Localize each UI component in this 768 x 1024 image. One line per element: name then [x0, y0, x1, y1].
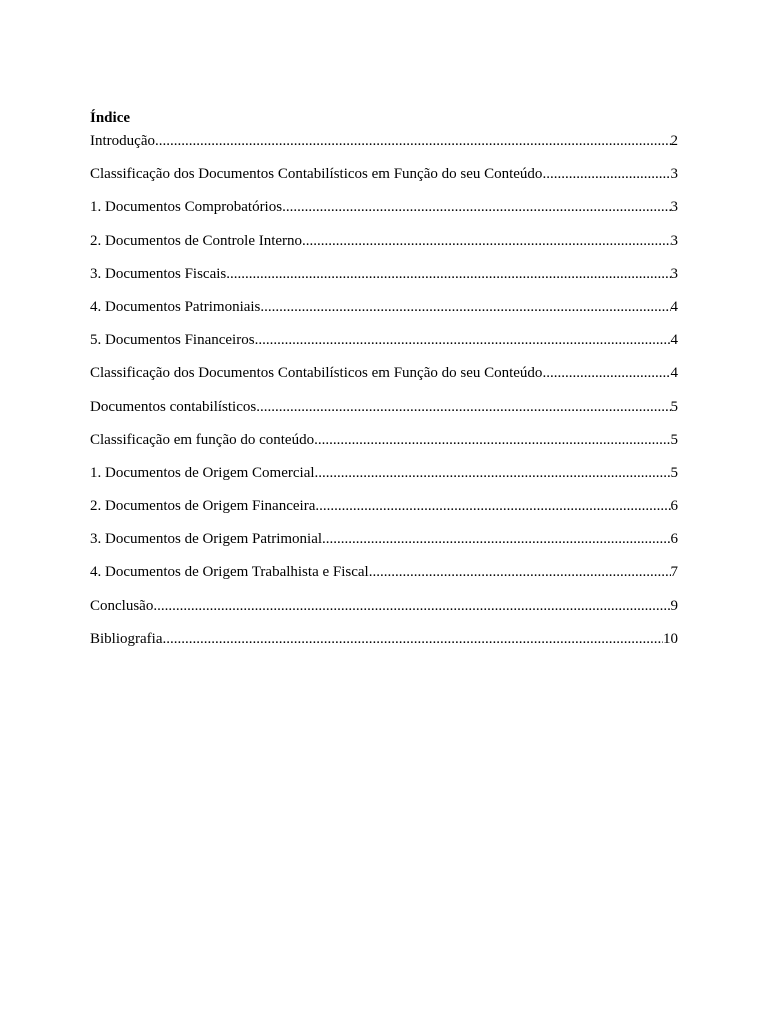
- toc-page-number: 10: [663, 630, 678, 647]
- toc-page-number: 3: [670, 232, 678, 249]
- toc-entry-label: 2. Documentos de Origem Financeira: [90, 498, 316, 515]
- toc-page-number: 6: [670, 531, 678, 548]
- toc-entry-label: Classificação dos Documentos Contabilísticos em Função do seu Conteúdo: [90, 166, 543, 183]
- toc-entry[interactable]: [90, 357, 678, 390]
- toc-dot-leader: [314, 424, 670, 457]
- toc-entry-label: Documentos contabilísticos: [90, 398, 257, 415]
- toc-dot-leader: [315, 457, 671, 490]
- toc-entry[interactable]: [90, 457, 678, 490]
- toc-dot-leader: [162, 623, 663, 656]
- toc-dot-leader: [282, 191, 670, 224]
- toc-page-number: 3: [670, 265, 678, 282]
- toc-entry-label: Introdução: [90, 133, 155, 149]
- toc-page-number: 5: [670, 464, 678, 481]
- toc-entry-label: 5. Documentos Financeiros: [90, 332, 255, 349]
- toc-entry[interactable]: [90, 391, 678, 424]
- toc-dot-leader: [155, 125, 671, 158]
- toc-entry-label: 1. Documentos de Origem Comercial: [90, 464, 315, 481]
- toc-dot-leader: [226, 258, 670, 291]
- toc-entry-label: 2. Documentos de Controle Interno: [90, 232, 303, 249]
- toc-dot-leader: [153, 590, 670, 623]
- toc-dot-leader: [260, 291, 670, 324]
- toc-entry[interactable]: [90, 623, 678, 656]
- toc-entry-label: 3. Documentos de Origem Patrimonial: [90, 531, 323, 548]
- toc-dot-leader: [302, 225, 670, 258]
- toc-dot-leader: [542, 357, 670, 390]
- toc-page-number: 2: [670, 133, 678, 149]
- toc-page-number: 4: [670, 298, 678, 315]
- toc-dot-leader: [542, 158, 670, 191]
- toc-dot-leader: [315, 490, 670, 523]
- toc-entry[interactable]: [90, 125, 678, 158]
- toc-page-number: 4: [670, 365, 678, 382]
- toc-dot-leader: [322, 523, 670, 556]
- toc-entry-label: 4. Documentos de Origem Trabalhista e Fiscal: [90, 564, 369, 581]
- toc-page-number: 4: [670, 332, 678, 349]
- toc-page-number: 3: [670, 166, 678, 183]
- toc-entry[interactable]: [90, 523, 678, 556]
- toc-entry-label: 1. Documentos Comprobatórios: [90, 199, 283, 216]
- toc-entry[interactable]: [90, 424, 678, 457]
- toc-entry[interactable]: [90, 225, 678, 258]
- toc-page-number: 6: [670, 498, 678, 515]
- toc-dot-leader: [255, 324, 671, 357]
- toc-entry-label: 3. Documentos Fiscais: [90, 265, 227, 282]
- toc-entry-label: Classificação em função do conteúdo: [90, 431, 315, 448]
- toc-entry[interactable]: [90, 258, 678, 291]
- toc-entry-label: 4. Documentos Patrimoniais: [90, 298, 261, 315]
- toc-page-number: 3: [670, 199, 678, 216]
- toc-entry[interactable]: [90, 324, 678, 357]
- toc-list: [90, 125, 678, 656]
- toc-page-number: 5: [670, 431, 678, 448]
- toc-dot-leader: [256, 391, 670, 424]
- toc-entry[interactable]: [90, 291, 678, 324]
- toc-entry-label: Conclusão: [90, 597, 154, 614]
- toc-entry[interactable]: [90, 158, 678, 191]
- toc-entry[interactable]: [90, 490, 678, 523]
- toc-entry[interactable]: [90, 191, 678, 224]
- toc-page-number: 5: [670, 398, 678, 415]
- toc-page-number: 9: [670, 597, 678, 614]
- toc-entry[interactable]: [90, 590, 678, 623]
- toc-dot-leader: [369, 556, 671, 589]
- document-page: [90, 108, 678, 659]
- toc-entry-label: Bibliografia: [90, 630, 163, 647]
- toc-title: Índice: [90, 110, 131, 126]
- toc-entry[interactable]: [90, 556, 678, 589]
- toc-page-number: 7: [670, 564, 678, 581]
- toc-entry-label: Classificação dos Documentos Contabilísticos em Função do seu Conteúdo: [90, 365, 543, 382]
